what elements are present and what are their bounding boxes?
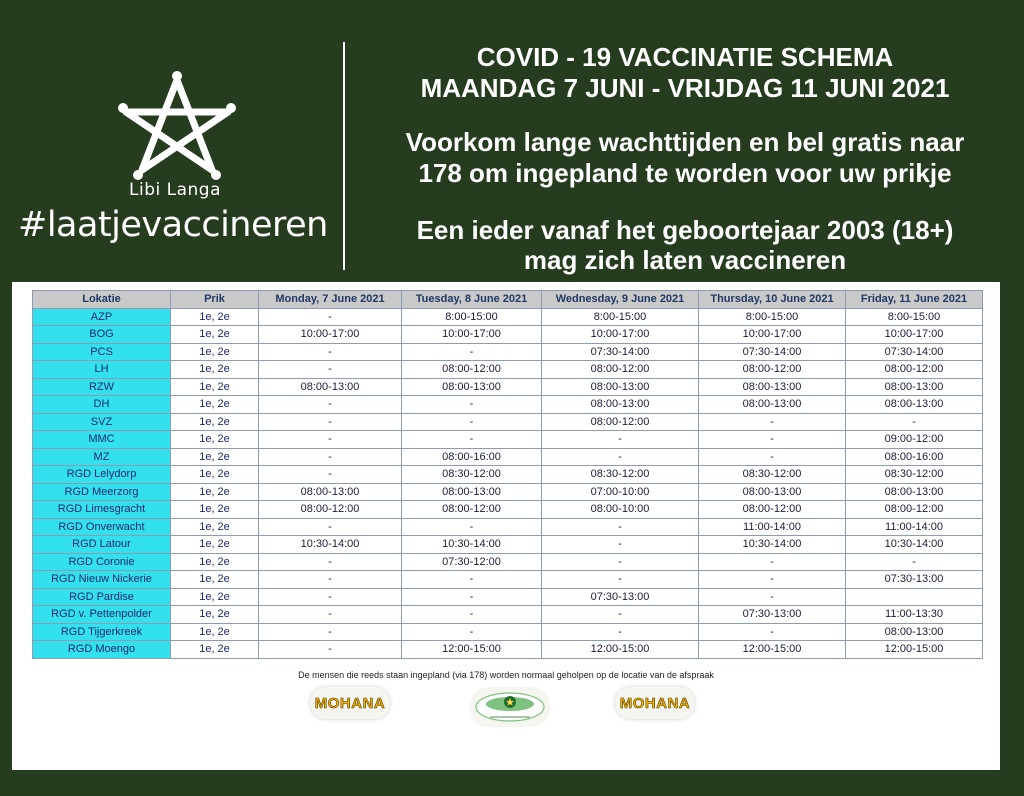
column-header: Lokatie: [33, 291, 171, 309]
time-slot-cell: 08:00-13:00: [259, 378, 402, 396]
dose-cell: 1e, 2e: [171, 536, 259, 554]
table-row: [33, 571, 983, 589]
time-slot-cell: 08:00-16:00: [846, 448, 983, 466]
title-line-1: COVID - 19 VACCINATIE SCHEMA: [476, 42, 894, 72]
location-cell: RGD Moengo: [33, 641, 171, 659]
table-row: [33, 536, 983, 554]
dose-cell: 1e, 2e: [171, 413, 259, 431]
location-cell: MZ: [33, 448, 171, 466]
dose-cell: 1e, 2e: [171, 308, 259, 326]
time-slot-cell: -: [699, 553, 846, 571]
ministry-seal-logo: [470, 687, 550, 727]
time-slot-cell: 08:00-13:00: [402, 483, 542, 501]
table-row: [33, 431, 983, 449]
dose-cell: 1e, 2e: [171, 501, 259, 519]
time-slot-cell: 11:00-14:00: [846, 518, 983, 536]
eligibility-line-2: mag zich laten vaccineren: [523, 245, 847, 275]
time-slot-cell: 08:00-12:00: [542, 413, 699, 431]
dose-cell: 1e, 2e: [171, 588, 259, 606]
schedule-panel: [12, 282, 1000, 770]
time-slot-cell: 10:00-17:00: [699, 326, 846, 344]
time-slot-cell: 08:00-12:00: [402, 361, 542, 379]
time-slot-cell: -: [699, 571, 846, 589]
table-row: [33, 641, 983, 659]
call-info-line-1: Voorkom lange wachttijden en bel gratis naar: [405, 127, 965, 157]
dose-cell: 1e, 2e: [171, 431, 259, 449]
table-row: [33, 448, 983, 466]
time-slot-cell: [846, 588, 983, 606]
mohana-logo-text: MOHANA: [615, 687, 695, 719]
time-slot-cell: -: [542, 518, 699, 536]
time-slot-cell: -: [259, 641, 402, 659]
time-slot-cell: -: [542, 431, 699, 449]
dose-cell: 1e, 2e: [171, 361, 259, 379]
table-row: [33, 361, 983, 379]
time-slot-cell: -: [259, 343, 402, 361]
time-slot-cell: 08:30-12:00: [846, 466, 983, 484]
time-slot-cell: -: [846, 413, 983, 431]
time-slot-cell: 08:00-13:00: [402, 378, 542, 396]
time-slot-cell: 10:30-14:00: [699, 536, 846, 554]
time-slot-cell: 08:00-16:00: [402, 448, 542, 466]
hashtag: #laatjevaccineren: [18, 205, 328, 245]
footnote: De mensen die reeds staan ingepland (via 178) worden normaal geholpen op de locatie van de afspraak: [298, 670, 714, 680]
time-slot-cell: 07:30-14:00: [542, 343, 699, 361]
time-slot-cell: 12:00-15:00: [402, 641, 542, 659]
time-slot-cell: 8:00-15:00: [846, 308, 983, 326]
table-row: [33, 396, 983, 414]
dose-cell: 1e, 2e: [171, 571, 259, 589]
time-slot-cell: 10:30-14:00: [846, 536, 983, 554]
table-row: [33, 483, 983, 501]
time-slot-cell: -: [259, 553, 402, 571]
time-slot-cell: -: [402, 343, 542, 361]
table-row: [33, 378, 983, 396]
time-slot-cell: -: [402, 413, 542, 431]
dose-cell: 1e, 2e: [171, 378, 259, 396]
time-slot-cell: 08:00-12:00: [846, 361, 983, 379]
eligibility-line-1: Een ieder vanaf het geboortejaar 2003 (18+): [416, 215, 954, 245]
time-slot-cell: -: [259, 588, 402, 606]
time-slot-cell: 12:00-15:00: [542, 641, 699, 659]
vaccination-schedule-table: [32, 290, 983, 659]
column-header: Prik: [171, 291, 259, 309]
location-cell: AZP: [33, 308, 171, 326]
time-slot-cell: -: [259, 448, 402, 466]
table-row: [33, 466, 983, 484]
table-row: [33, 588, 983, 606]
time-slot-cell: -: [259, 308, 402, 326]
time-slot-cell: 08:00-13:00: [699, 378, 846, 396]
table-row: [33, 553, 983, 571]
time-slot-cell: -: [402, 396, 542, 414]
dose-cell: 1e, 2e: [171, 483, 259, 501]
location-cell: BOG: [33, 326, 171, 344]
time-slot-cell: -: [699, 431, 846, 449]
time-slot-cell: 10:00-17:00: [402, 326, 542, 344]
header-banner: [0, 0, 1024, 282]
time-slot-cell: 10:00-17:00: [542, 326, 699, 344]
time-slot-cell: 8:00-15:00: [699, 308, 846, 326]
dose-cell: 1e, 2e: [171, 518, 259, 536]
location-cell: RGD Coronie: [33, 553, 171, 571]
time-slot-cell: 08:00-12:00: [699, 501, 846, 519]
location-cell: RGD v. Pettenpolder: [33, 606, 171, 624]
dose-cell: 1e, 2e: [171, 641, 259, 659]
location-cell: LH: [33, 361, 171, 379]
time-slot-cell: 11:00-14:00: [699, 518, 846, 536]
time-slot-cell: 08:00-13:00: [699, 396, 846, 414]
location-cell: RGD Nieuw Nickerie: [33, 571, 171, 589]
time-slot-cell: 12:00-15:00: [699, 641, 846, 659]
time-slot-cell: -: [699, 588, 846, 606]
time-slot-cell: 07:30-13:00: [542, 588, 699, 606]
location-cell: RGD Lelydorp: [33, 466, 171, 484]
time-slot-cell: 08:00-13:00: [846, 623, 983, 641]
location-cell: RGD Meerzorg: [33, 483, 171, 501]
column-header: Thursday, 10 June 2021: [699, 291, 846, 309]
location-cell: RGD Tijgerkreek: [33, 623, 171, 641]
column-header: Tuesday, 8 June 2021: [402, 291, 542, 309]
table-row: [33, 343, 983, 361]
time-slot-cell: -: [542, 536, 699, 554]
time-slot-cell: -: [259, 518, 402, 536]
brand-name: Libi Langa: [129, 180, 221, 200]
time-slot-cell: 08:30-12:00: [699, 466, 846, 484]
location-cell: SVZ: [33, 413, 171, 431]
time-slot-cell: -: [259, 466, 402, 484]
time-slot-cell: -: [542, 571, 699, 589]
time-slot-cell: 11:00-13:30: [846, 606, 983, 624]
time-slot-cell: 08:00-12:00: [259, 501, 402, 519]
time-slot-cell: -: [402, 588, 542, 606]
call-info-line-2: 178 om ingepland te worden voor uw prikje: [418, 158, 952, 188]
time-slot-cell: 08:00-10:00: [542, 501, 699, 519]
time-slot-cell: -: [699, 413, 846, 431]
time-slot-cell: 08:00-12:00: [402, 501, 542, 519]
time-slot-cell: -: [402, 623, 542, 641]
table-row: [33, 501, 983, 519]
time-slot-cell: 07:30-13:00: [699, 606, 846, 624]
location-cell: RGD Pardise: [33, 588, 171, 606]
table-body: [33, 308, 983, 658]
column-header: Friday, 11 June 2021: [846, 291, 983, 309]
time-slot-cell: -: [542, 606, 699, 624]
time-slot-cell: 10:00-17:00: [259, 326, 402, 344]
dose-cell: 1e, 2e: [171, 466, 259, 484]
dose-cell: 1e, 2e: [171, 326, 259, 344]
table-row: [33, 326, 983, 344]
time-slot-cell: 07:30-12:00: [402, 553, 542, 571]
dose-cell: 1e, 2e: [171, 623, 259, 641]
table-row: [33, 308, 983, 326]
time-slot-cell: 8:00-15:00: [542, 308, 699, 326]
table-header-row: [33, 291, 983, 309]
time-slot-cell: 12:00-15:00: [846, 641, 983, 659]
dose-cell: 1e, 2e: [171, 553, 259, 571]
location-cell: DH: [33, 396, 171, 414]
header-divider: [343, 42, 345, 270]
time-slot-cell: 08:00-13:00: [542, 396, 699, 414]
table-row: [33, 606, 983, 624]
time-slot-cell: 08:00-13:00: [699, 483, 846, 501]
time-slot-cell: 08:00-13:00: [542, 378, 699, 396]
time-slot-cell: 07:30-14:00: [846, 343, 983, 361]
mohana-logo-left: [310, 687, 390, 727]
time-slot-cell: 10:30-14:00: [402, 536, 542, 554]
dose-cell: 1e, 2e: [171, 606, 259, 624]
time-slot-cell: 08:00-12:00: [846, 501, 983, 519]
time-slot-cell: 07:30-14:00: [699, 343, 846, 361]
time-slot-cell: -: [259, 413, 402, 431]
time-slot-cell: -: [259, 396, 402, 414]
time-slot-cell: -: [699, 623, 846, 641]
location-cell: PCS: [33, 343, 171, 361]
time-slot-cell: 08:00-13:00: [846, 483, 983, 501]
time-slot-cell: 07:00-10:00: [542, 483, 699, 501]
time-slot-cell: 08:30-12:00: [402, 466, 542, 484]
time-slot-cell: 10:30-14:00: [259, 536, 402, 554]
time-slot-cell: -: [699, 448, 846, 466]
table-row: [33, 518, 983, 536]
time-slot-cell: -: [402, 571, 542, 589]
time-slot-cell: -: [846, 553, 983, 571]
time-slot-cell: -: [542, 553, 699, 571]
time-slot-cell: 08:00-12:00: [699, 361, 846, 379]
time-slot-cell: 09:00-12:00: [846, 431, 983, 449]
dose-cell: 1e, 2e: [171, 448, 259, 466]
time-slot-cell: -: [402, 431, 542, 449]
location-cell: RGD Limesgracht: [33, 501, 171, 519]
time-slot-cell: -: [259, 431, 402, 449]
time-slot-cell: 08:00-13:00: [846, 396, 983, 414]
table-row: [33, 413, 983, 431]
time-slot-cell: 8:00-15:00: [402, 308, 542, 326]
time-slot-cell: 10:00-17:00: [846, 326, 983, 344]
time-slot-cell: 08:00-12:00: [542, 361, 699, 379]
time-slot-cell: -: [542, 623, 699, 641]
time-slot-cell: -: [259, 571, 402, 589]
time-slot-cell: -: [542, 448, 699, 466]
location-cell: RGD Latour: [33, 536, 171, 554]
time-slot-cell: -: [259, 623, 402, 641]
time-slot-cell: -: [259, 361, 402, 379]
table-row: [33, 623, 983, 641]
title-line-2: MAANDAG 7 JUNI - VRIJDAG 11 JUNI 2021: [420, 73, 950, 103]
time-slot-cell: 07:30-13:00: [846, 571, 983, 589]
time-slot-cell: 08:00-13:00: [259, 483, 402, 501]
time-slot-cell: 08:30-12:00: [542, 466, 699, 484]
libi-langa-star-logo-icon: [118, 70, 236, 182]
dose-cell: 1e, 2e: [171, 343, 259, 361]
column-header: Wednesday, 9 June 2021: [542, 291, 699, 309]
time-slot-cell: 08:00-13:00: [846, 378, 983, 396]
time-slot-cell: -: [259, 606, 402, 624]
column-header: Monday, 7 June 2021: [259, 291, 402, 309]
location-cell: RZW: [33, 378, 171, 396]
time-slot-cell: -: [402, 606, 542, 624]
location-cell: MMC: [33, 431, 171, 449]
time-slot-cell: -: [402, 518, 542, 536]
ministry-seal-icon: [470, 687, 550, 727]
dose-cell: 1e, 2e: [171, 396, 259, 414]
mohana-logo-right: [615, 687, 695, 727]
location-cell: RGD Onverwacht: [33, 518, 171, 536]
mohana-logo-text: MOHANA: [310, 687, 390, 719]
